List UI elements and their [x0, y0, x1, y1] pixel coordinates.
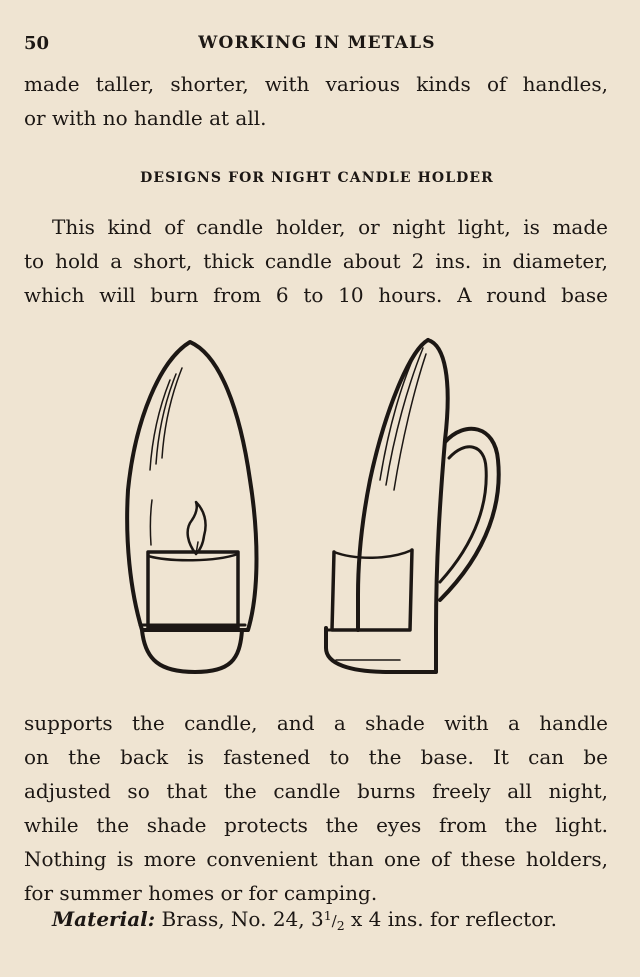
material-tail: x 4 ins. for reflector.: [344, 907, 557, 931]
material-label: Material:: [52, 907, 156, 931]
page-number: 50: [24, 33, 50, 54]
fraction: $^1/_2$: [323, 908, 345, 933]
text-line: supports the candle, and a shade with a handle: [24, 711, 608, 735]
page-header: [24, 33, 610, 59]
text-line: adjusted so that the candle burns freely all night,: [24, 779, 608, 803]
text-line: which will burn from 6 to 10 hours. A round base: [24, 283, 608, 307]
candle-holder-illustration: [100, 330, 520, 690]
material-spec: [52, 907, 557, 933]
text-line: on the back is fastened to the base. It can be: [24, 745, 608, 769]
text-line: for summer homes or for camping.: [24, 881, 378, 905]
paragraph-usage: [24, 706, 608, 910]
text-line: This kind of candle holder, or night light, is made: [52, 215, 608, 239]
fraction-numerator: 1: [323, 908, 332, 923]
text-line: or with no handle at all.: [24, 106, 267, 130]
text-line: Nothing is more convenient than one of these holders,: [24, 847, 608, 871]
front-view-holder: [127, 342, 256, 672]
text-line: while the shade protects the eyes from the light.: [24, 813, 608, 837]
text-line: made taller, shorter, with various kinds of handles,: [24, 72, 608, 96]
text-line: to hold a short, thick candle about 2 ins. in diameter,: [24, 249, 608, 273]
section-heading: DESIGNS FOR NIGHT CANDLE HOLDER: [140, 170, 494, 186]
paragraph-intro: [24, 67, 608, 135]
side-view-holder: [326, 340, 499, 672]
paragraph-description: [24, 210, 608, 312]
running-title: WORKING IN METALS: [198, 33, 436, 53]
material-text: Brass, No. 24, 3: [161, 907, 324, 931]
fraction-denominator: 2: [336, 918, 345, 933]
